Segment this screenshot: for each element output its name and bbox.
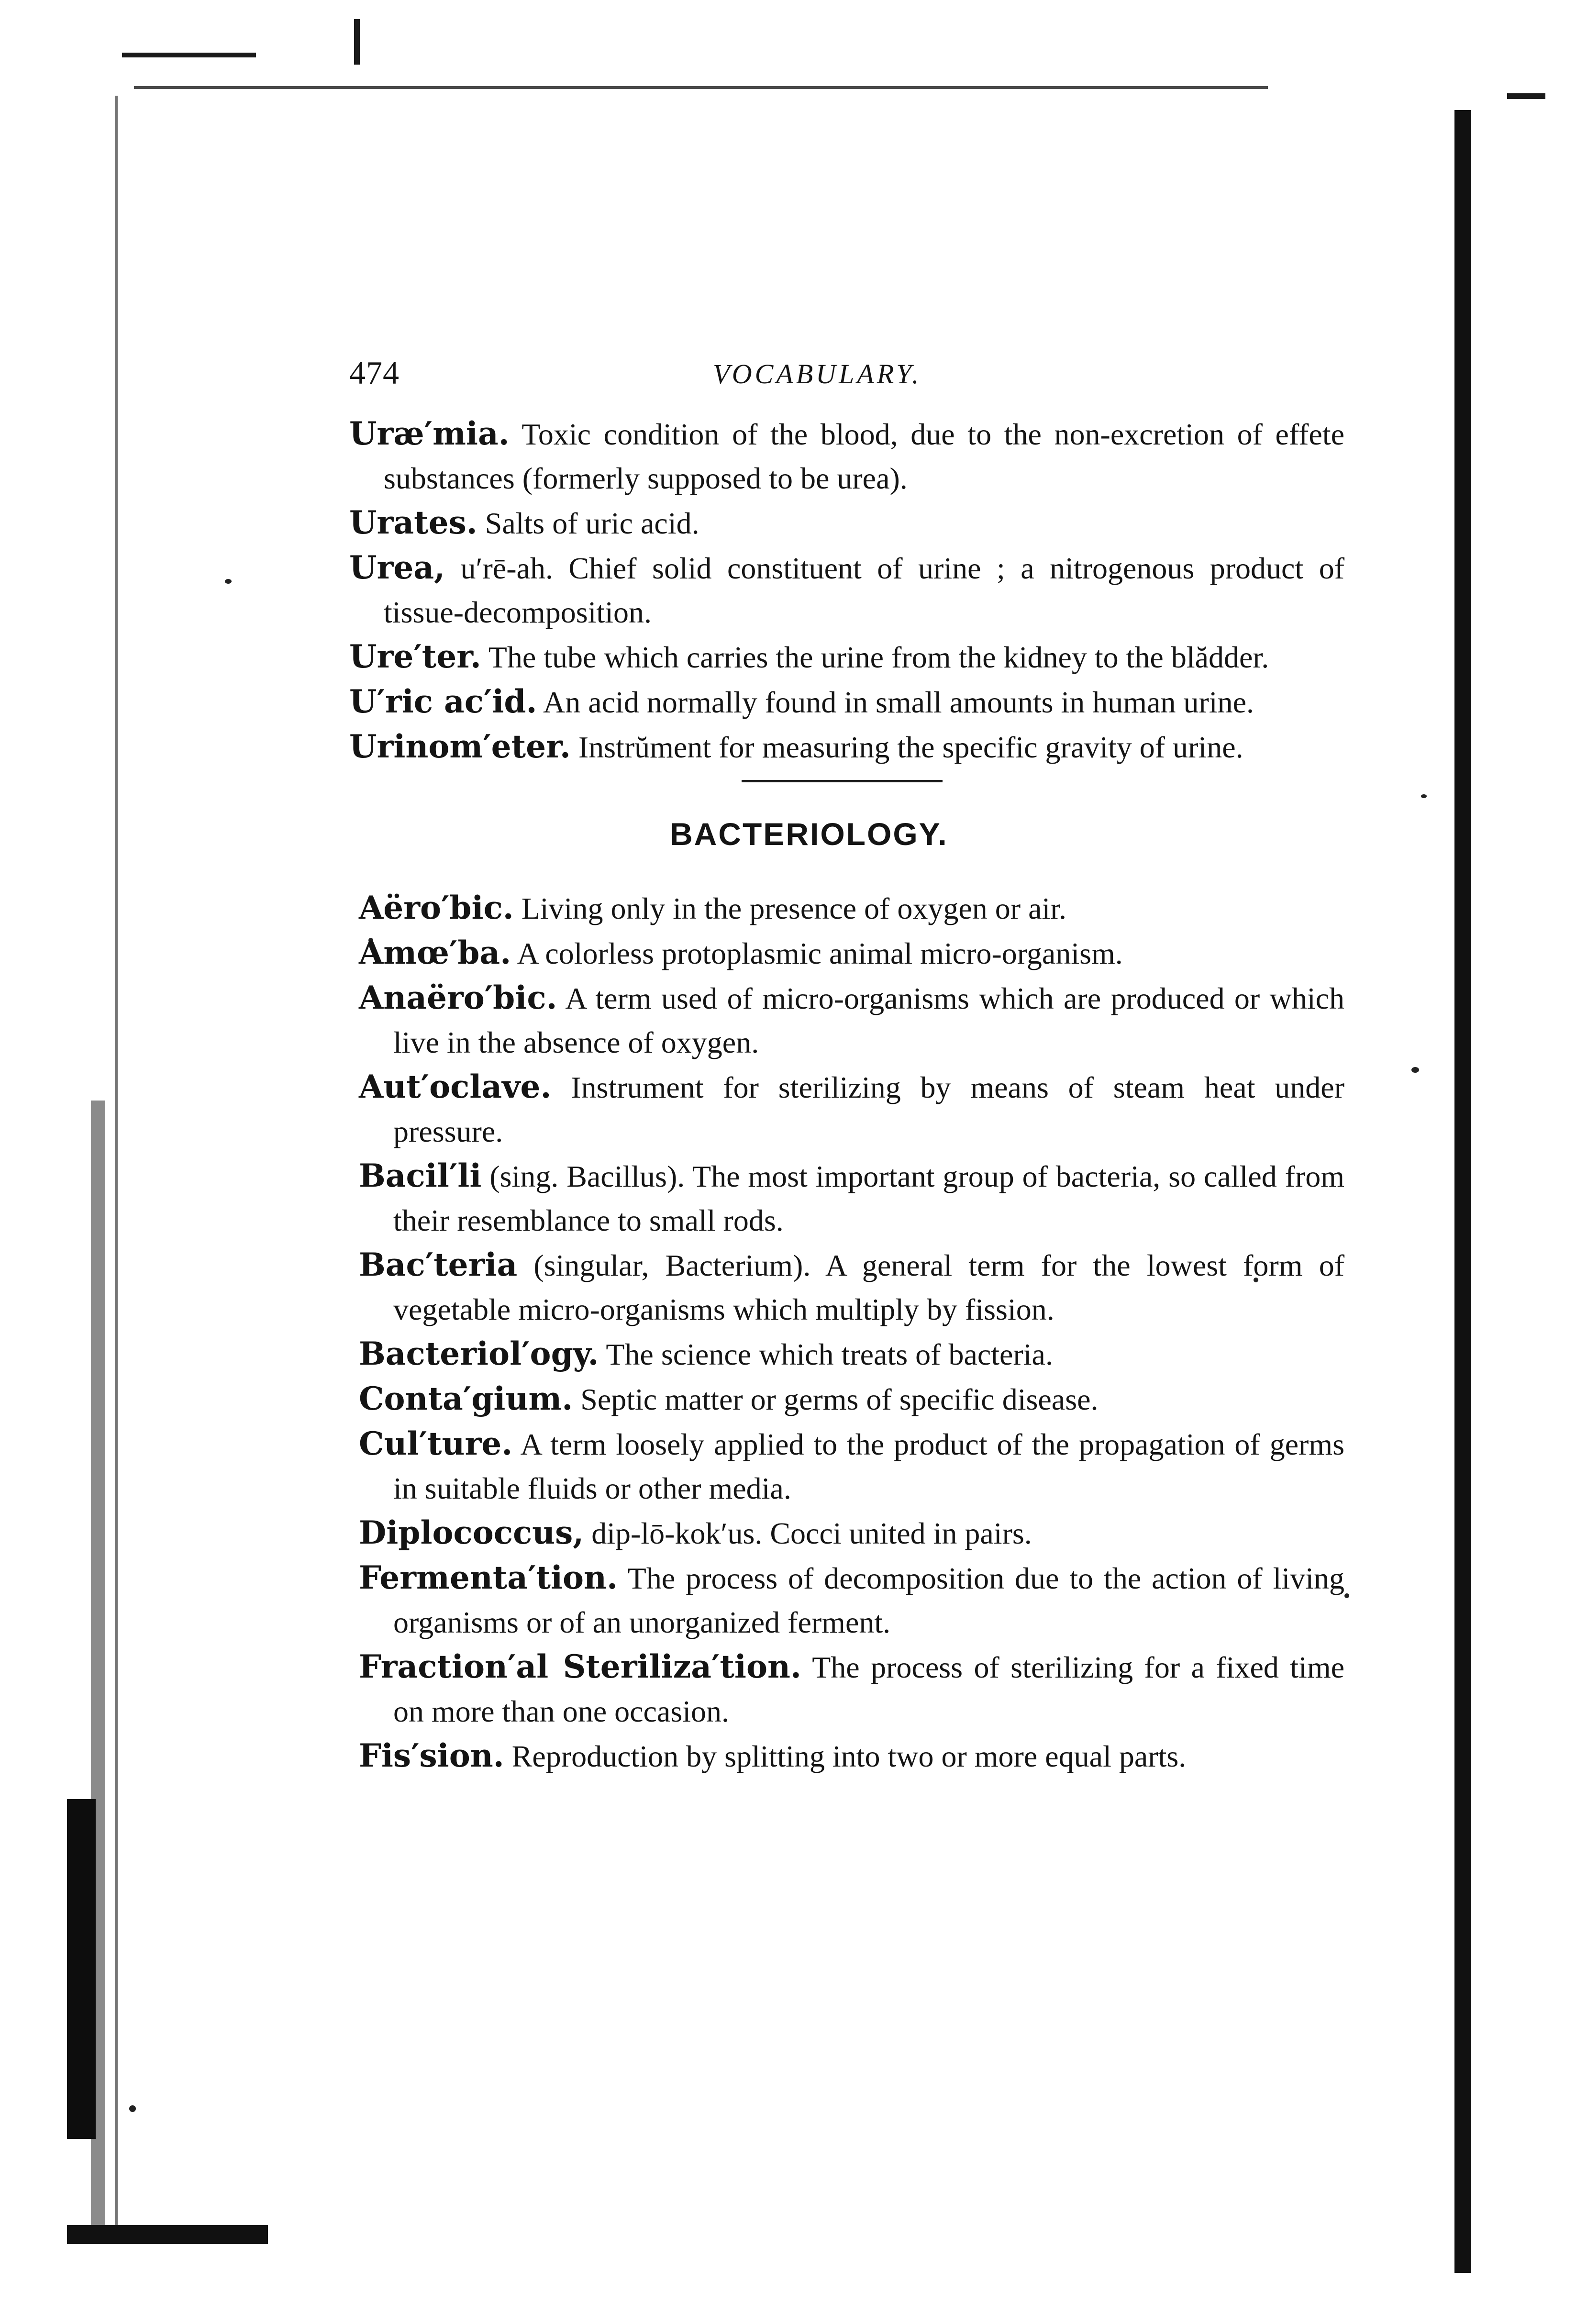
entry-term: Bacteriol′ogy. bbox=[359, 1335, 599, 1372]
entry-term: Ure′ter. bbox=[349, 638, 481, 675]
entry-term: Anaëro′bic. bbox=[359, 979, 557, 1016]
page-header bbox=[349, 354, 1344, 411]
entry-definition: Septic matter or germs of specific disease. bbox=[573, 1382, 1099, 1416]
vocabulary-entry bbox=[349, 545, 1344, 634]
entry-definition: Toxic condition of the blood, due to the non-excretion of effete substances (formerly supposed to be urea). bbox=[384, 417, 1344, 495]
scan-speck bbox=[1421, 794, 1427, 798]
page-number: 474 bbox=[349, 355, 400, 391]
entry-term: Fis′sion. bbox=[359, 1737, 504, 1774]
bacteriology-entry bbox=[359, 1154, 1344, 1243]
bacteriology-entry bbox=[359, 1332, 1344, 1377]
entry-definition: The science which treats of bacteria. bbox=[599, 1337, 1053, 1371]
bacteriology-entry bbox=[359, 976, 1344, 1065]
entry-term: Diplococcus, bbox=[359, 1514, 584, 1551]
entry-term: Fermenta′tion. bbox=[359, 1559, 618, 1596]
entry-term: Bac′teria bbox=[359, 1246, 518, 1283]
page-gutter-shadow bbox=[1454, 110, 1471, 2273]
scan-speck bbox=[1344, 1593, 1349, 1598]
vocabulary-entry bbox=[349, 411, 1344, 500]
binding-shadow bbox=[67, 1799, 96, 2139]
entry-definition: An acid normally found in small amounts in human urine. bbox=[537, 685, 1254, 719]
bacteriology-entry bbox=[359, 1065, 1344, 1154]
entry-definition: Living only in the presence of oxygen or air. bbox=[513, 891, 1067, 925]
entry-definition: Salts of uric acid. bbox=[477, 506, 699, 540]
entry-definition: The process of sterilizing for a fixed time on more than one occasion. bbox=[393, 1650, 1344, 1728]
section-divider bbox=[742, 780, 943, 782]
entry-definition: Instrŭment for measuring the specific gravity of urine. bbox=[570, 730, 1243, 764]
bacteriology-entry bbox=[359, 1645, 1344, 1734]
scan-rule bbox=[134, 86, 1268, 89]
entry-definition: dip-lō-kok′us. Cocci united in pairs. bbox=[584, 1516, 1032, 1550]
entry-definition: u′rē-ah. Chief solid constituent of urine ; a nitrogenous product of tissue-decomposition. bbox=[384, 551, 1344, 629]
bacteriology-entry bbox=[359, 931, 1344, 976]
scan-mark bbox=[1507, 93, 1545, 99]
vocabulary-list bbox=[349, 411, 1344, 769]
page-edge bbox=[115, 96, 118, 2239]
bacteriology-entry bbox=[359, 1422, 1344, 1511]
entry-term: Fraction′al Steriliza′tion. bbox=[359, 1648, 801, 1685]
vocabulary-entry bbox=[349, 724, 1344, 769]
scan-speck bbox=[1411, 1067, 1419, 1073]
bacteriology-entry bbox=[359, 1734, 1344, 1779]
section-heading: BACTERIOLOGY. bbox=[670, 816, 948, 852]
entry-term: Urinom′eter. bbox=[349, 728, 571, 765]
bacteriology-entry bbox=[359, 1511, 1344, 1556]
scan-speck bbox=[225, 579, 232, 584]
entry-term: Bacil′li bbox=[359, 1157, 482, 1194]
entry-definition: (singular, Bacterium). A general term for the lowest form of vegetable micro-organisms which multiply by fission. bbox=[393, 1248, 1344, 1326]
bacteriology-entry bbox=[359, 1243, 1344, 1332]
vocabulary-entry bbox=[349, 500, 1344, 545]
scan-speck bbox=[129, 2105, 136, 2112]
entry-term: Uræ′mia. bbox=[349, 415, 510, 452]
entry-term: Urea, bbox=[349, 549, 445, 586]
entry-term: Amœ′ba. bbox=[359, 934, 511, 971]
vocabulary-entry bbox=[349, 634, 1344, 679]
entry-definition: Reproduction by splitting into two or more equal parts. bbox=[504, 1739, 1187, 1773]
bacteriology-entry bbox=[359, 1556, 1344, 1645]
bacteriology-entry bbox=[359, 1377, 1344, 1422]
entry-term: Cul′ture. bbox=[359, 1425, 513, 1462]
entry-definition: A colorless protoplasmic animal micro-organism. bbox=[511, 936, 1123, 970]
entry-term: Aut′oclave. bbox=[359, 1068, 552, 1105]
entry-definition: A term loosely applied to the product of the propagation of germs in suitable fluids or other media. bbox=[393, 1427, 1344, 1505]
entry-definition: The process of decomposition due to the action of living organisms or of an unorganized ferment. bbox=[393, 1561, 1344, 1639]
scan-mark bbox=[354, 19, 360, 65]
entry-term: Conta′gium. bbox=[359, 1380, 573, 1417]
entry-term: U′ric ac′id. bbox=[349, 683, 537, 720]
bacteriology-entry bbox=[359, 886, 1344, 931]
bacteriology-list bbox=[359, 886, 1344, 1779]
running-head: VOCABULARY. bbox=[713, 358, 922, 389]
binding-shadow bbox=[67, 2225, 268, 2244]
page bbox=[349, 354, 1344, 1779]
entry-term: Urates. bbox=[349, 504, 477, 541]
entry-definition: (sing. Bacillus). The most important group of bacteria, so called from their resemblance to small rods. bbox=[393, 1159, 1344, 1237]
entry-term: Aëro′bic. bbox=[359, 889, 514, 926]
entry-definition: Instrument for sterilizing by means of steam heat under pressure. bbox=[393, 1070, 1344, 1148]
vocabulary-entry bbox=[349, 679, 1344, 724]
entry-definition: The tube which carries the urine from the kidney to the blădder. bbox=[481, 640, 1269, 674]
scan-mark bbox=[122, 53, 256, 57]
entry-definition: A term used of micro-organisms which are produced or which live in the absence of oxygen. bbox=[393, 981, 1344, 1059]
